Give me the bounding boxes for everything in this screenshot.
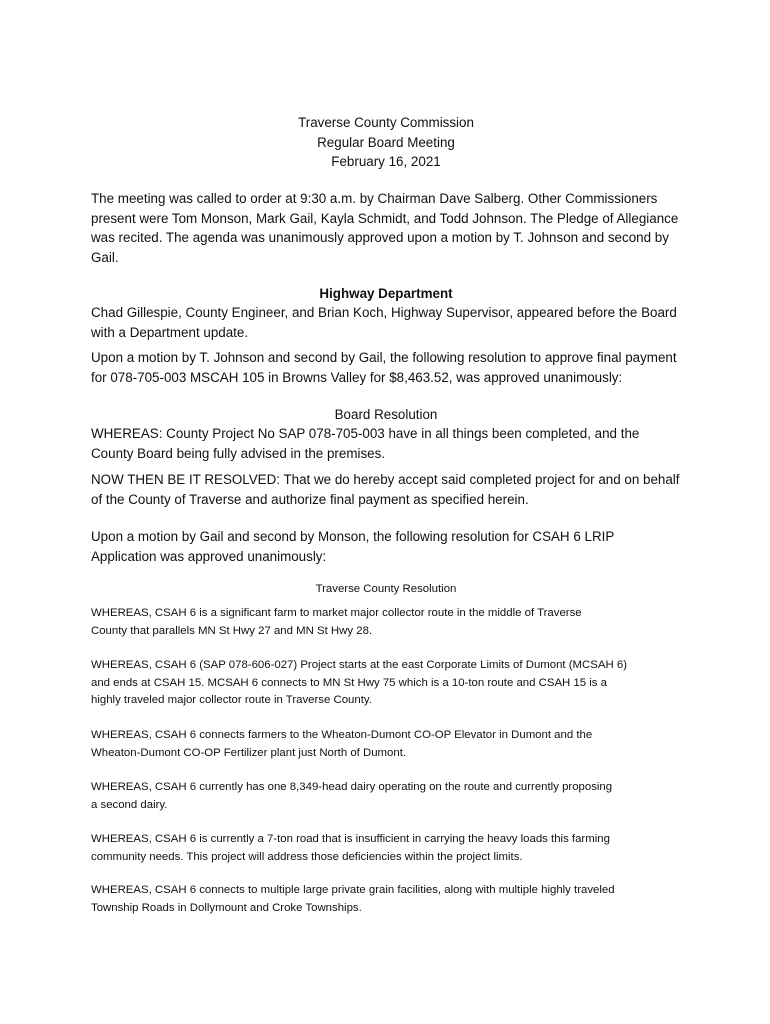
whereas-paragraph: WHEREAS: County Project No SAP 078-705-003 have in all things been completed, and the County Board being fully advised in the premises. (91, 426, 640, 461)
resolution-clause: WHEREAS, CSAH 6 (SAP 078-606-027) Project starts at the east Corporate Limits of Dumont (MCSAH 6) and ends at CSAH 15. MCSAH 6 connects to MN St Hwy 75 which is a 10-ton route and CSAH 15 is a highly traveled major collector route in Traverse County. (91, 659, 627, 706)
resolved-paragraph: NOW THEN BE IT RESOLVED: That we do hereby accept said completed project for and on behalf of the County of Traverse and authorize final payment as specified herein. (91, 472, 680, 507)
resolution-clause: WHEREAS, CSAH 6 currently has one 8,349-head dairy operating on the route and currently proposing a second dairy. (91, 781, 613, 811)
header-line-date: February 16, 2021 (331, 154, 441, 169)
intro-paragraph: The meeting was called to order at 9:30 a.m. by Chairman Dave Salberg. Other Commissioners present were Tom Monson, Mark Gail, Kayla Schmidt, and Todd Johnson. The Pledge of Allegiance was recited. The agenda was unanimously approved upon a motion by T. Johnson and second by Gail. (91, 191, 679, 265)
resolution-clause: WHEREAS, CSAH 6 is currently a 7-ton road that is insufficient in carrying the heavy loads this farming community needs. This project will address those deficiencies within the project limits. (91, 833, 610, 863)
resolution-clause: WHEREAS, CSAH 6 is a significant farm to market major collector route in the middle of Traverse County that parallels MN St Hwy 27 and MN St Hwy 28. (91, 607, 582, 637)
document-header (91, 113, 681, 172)
highway-update-paragraph: Chad Gillespie, County Engineer, and Brian Koch, Highway Supervisor, appeared before the Board with a Department update. (91, 305, 677, 340)
resolution-clause: WHEREAS, CSAH 6 connects to multiple large private grain facilities, along with multiple highly traveled Township Roads in Dollymount and Croke Townships. (91, 884, 615, 914)
board-resolution-title: Board Resolution (334, 407, 438, 422)
motion-lrip-paragraph: Upon a motion by Gail and second by Monson, the following resolution for CSAH 6 LRIP Application was approved unanimously: (91, 529, 615, 564)
header-line-commission: Traverse County Commission (298, 115, 474, 130)
header-line-meeting: Regular Board Meeting (317, 134, 455, 150)
county-resolution-title: Traverse County Resolution (315, 583, 457, 595)
motion-final-payment-paragraph: Upon a motion by T. Johnson and second by Gail, the following resolution to approve final payment for 078-705-003 MSCAH 105 in Browns Valley for $8,463.52, was approved unanimously: (91, 350, 677, 385)
resolution-clause: WHEREAS, CSAH 6 connects farmers to the Wheaton-Dumont CO-OP Elevator in Dumont and the Wheaton-Dumont CO-OP Fertilizer plant just North of Dumont. (91, 729, 593, 759)
highway-heading: Highway Department (319, 286, 453, 301)
